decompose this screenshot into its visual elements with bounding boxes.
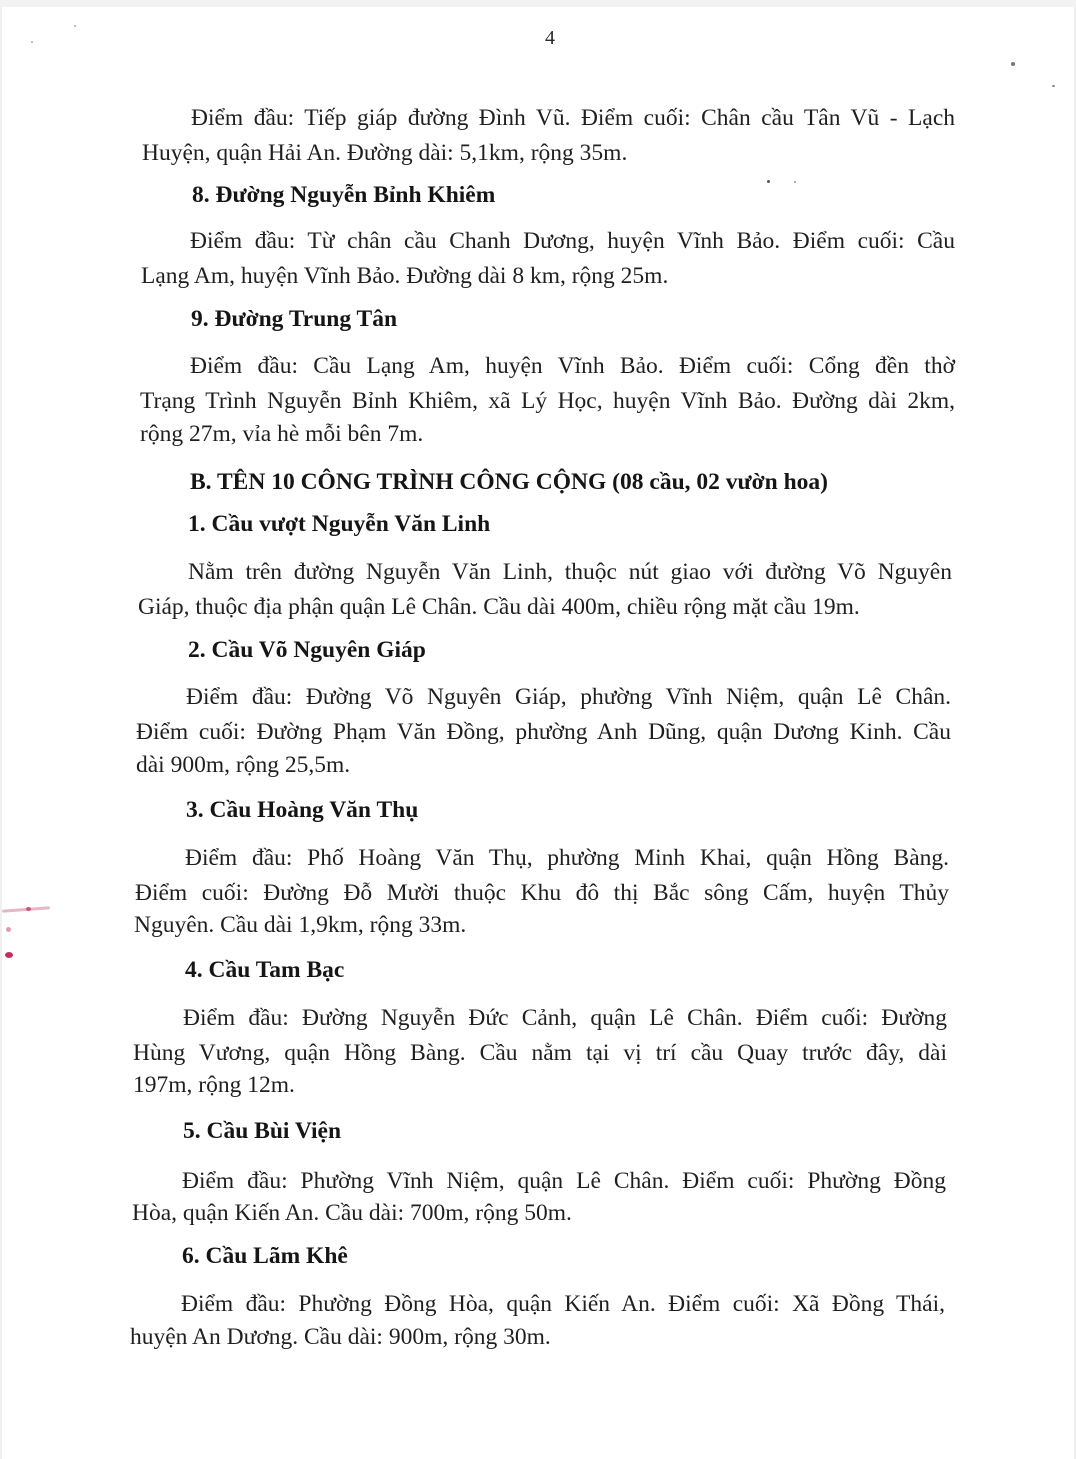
b-item-4-text-line-3: 197m, rộng 12m.	[133, 1072, 295, 1098]
item-7-text-line-2: Huyện, quận Hải An. Đường dài: 5,1km, rộng 35m.	[142, 140, 628, 166]
b-item-2-text-line-2: Điểm cuối: Đường Phạm Văn Đồng, phường Anh Dũng, quận Dương Kinh. Cầu	[136, 719, 951, 745]
red-ink-mark	[26, 907, 31, 911]
b-item-3-text-line-3: Nguyên. Cầu dài 1,9km, rộng 33m.	[134, 912, 467, 938]
b-item-5-text-line-2: Hòa, quận Kiến An. Cầu dài: 700m, rộng 50m.	[132, 1200, 572, 1226]
b-item-4-heading: 4. Cầu Tam Bạc	[185, 957, 345, 983]
b-item-5-text-line-1: Điểm đầu: Phường Vĩnh Niệm, quận Lê Chân. Điểm cuối: Phường Đồng	[182, 1168, 946, 1194]
section-b-heading: B. TÊN 10 CÔNG TRÌNH CÔNG CỘNG (08 cầu, 02 vườn hoa)	[190, 469, 828, 495]
b-item-3-text-line-1: Điểm đầu: Phố Hoàng Văn Thụ, phường Minh Khai, quận Hồng Bàng.	[185, 845, 949, 871]
b-item-6-heading: 6. Cầu Lãm Khê	[182, 1243, 348, 1269]
b-item-5-heading: 5. Cầu Bùi Viện	[183, 1118, 342, 1144]
b-item-4-text-line-1: Điểm đầu: Đường Nguyễn Đức Cảnh, quận Lê Chân. Điểm cuối: Đường	[183, 1005, 947, 1031]
scan-speck	[1011, 62, 1015, 66]
scan-speck	[1052, 85, 1055, 87]
red-ink-mark	[5, 952, 13, 958]
item-8-text-line-2: Lạng Am, huyện Vĩnh Bảo. Đường dài 8 km, rộng 25m.	[141, 263, 669, 289]
page-number: 4	[545, 27, 555, 49]
b-item-1-text-line-1: Nằm trên đường Nguyễn Văn Linh, thuộc nút giao với đường Võ Nguyên	[188, 559, 952, 585]
b-item-1-text-line-2: Giáp, thuộc địa phận quận Lê Chân. Cầu dài 400m, chiều rộng mặt cầu 19m.	[138, 594, 860, 620]
b-item-1-heading: 1. Cầu vượt Nguyễn Văn Linh	[188, 511, 491, 537]
item-7-text-line-1: Điểm đầu: Tiếp giáp đường Đình Vũ. Điểm cuối: Chân cầu Tân Vũ - Lạch	[191, 105, 955, 131]
b-item-2-text-line-1: Điểm đầu: Đường Võ Nguyên Giáp, phường Vĩnh Niệm, quận Lê Chân.	[186, 684, 951, 710]
item-8-heading: 8. Đường Nguyễn Bỉnh Khiêm	[192, 182, 496, 208]
item-9-heading: 9. Đường Trung Tân	[191, 306, 398, 332]
item-8-text-line-1: Điểm đầu: Từ chân cầu Chanh Dương, huyện Vĩnh Bảo. Điểm cuối: Cầu	[190, 228, 955, 254]
b-item-3-text-line-2: Điểm cuối: Đường Đỗ Mười thuộc Khu đô thị Bắc sông Cấm, huyện Thủy	[135, 880, 949, 906]
scan-speck	[794, 181, 796, 183]
b-item-3-heading: 3. Cầu Hoàng Văn Thụ	[186, 797, 419, 823]
b-item-4-text-line-2: Hùng Vương, quận Hồng Bàng. Cầu nằm tại vị trí cầu Quay trước đây, dài	[133, 1040, 947, 1066]
item-9-text-line-3: rộng 27m, vỉa hè mỗi bên 7m.	[140, 421, 424, 447]
b-item-6-text-line-1: Điểm đầu: Phường Đồng Hòa, quận Kiến An. Điểm cuối: Xã Đồng Thái,	[181, 1291, 945, 1317]
red-ink-mark	[6, 927, 11, 932]
b-item-2-heading: 2. Cầu Võ Nguyên Giáp	[188, 637, 426, 663]
scan-speck	[767, 180, 770, 183]
b-item-6-text-line-2: huyện An Dương. Cầu dài: 900m, rộng 30m.	[130, 1324, 551, 1350]
scan-top-border	[0, 0, 1076, 7]
b-item-2-text-line-3: dài 900m, rộng 25,5m.	[136, 752, 351, 778]
item-9-text-line-2: Trạng Trình Nguyễn Bỉnh Khiêm, xã Lý Học, huyện Vĩnh Bảo. Đường dài 2km,	[140, 388, 955, 414]
scan-left-border	[0, 7, 2, 1459]
item-9-text-line-1: Điểm đầu: Cầu Lạng Am, huyện Vĩnh Bảo. Điểm cuối: Cổng đền thờ	[190, 353, 955, 379]
